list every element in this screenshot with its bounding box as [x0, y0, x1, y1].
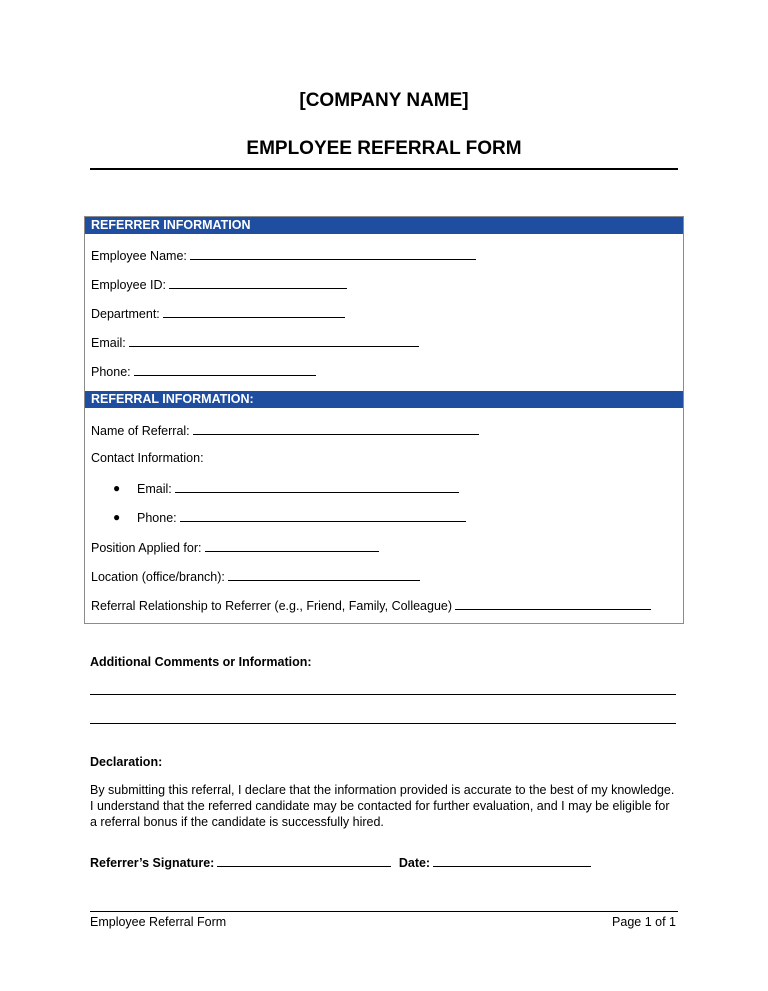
- referral-email-field[interactable]: [175, 480, 459, 493]
- referral-name-field[interactable]: [193, 422, 479, 435]
- declaration-heading: Declaration:: [90, 755, 163, 769]
- signature-field[interactable]: [217, 854, 391, 867]
- phone-label: Phone:: [91, 365, 131, 379]
- location-field[interactable]: [228, 568, 420, 581]
- declaration-line-1: By submitting this referral, I declare that the information provided is accurate to the best of my knowledge.: [90, 783, 675, 797]
- department-label: Department:: [91, 307, 160, 321]
- location-row: [91, 568, 420, 585]
- employee-name-field[interactable]: [190, 247, 476, 260]
- referral-email-row: [137, 480, 459, 497]
- department-row: [91, 305, 345, 322]
- signature-label: Referrer’s Signature:: [90, 856, 215, 870]
- position-field[interactable]: [205, 539, 379, 552]
- email-label: Email:: [91, 336, 126, 350]
- position-label: Position Applied for:: [91, 541, 202, 555]
- relationship-row: [91, 597, 651, 614]
- comments-line-1[interactable]: [90, 694, 676, 695]
- comments-heading: Additional Comments or Information:: [90, 655, 312, 669]
- employee-id-label: Employee ID:: [91, 278, 167, 292]
- position-row: [91, 539, 379, 556]
- department-field[interactable]: [163, 305, 345, 318]
- referral-section-header: REFERRAL INFORMATION:: [85, 391, 683, 408]
- referral-phone-row: [137, 509, 466, 526]
- employee-name-row: [91, 247, 476, 264]
- page-number: Page 1 of 1: [612, 915, 676, 929]
- referral-name-label: Name of Referral:: [91, 424, 190, 438]
- bullet-icon: ●: [113, 510, 121, 524]
- declaration-text: [90, 782, 690, 830]
- referrer-section-header: REFERRER INFORMATION: [85, 217, 683, 234]
- footer-divider: [90, 911, 678, 912]
- signature-row: [90, 854, 591, 871]
- relationship-field[interactable]: [455, 597, 651, 610]
- declaration-line-2: I understand that the referred candidate may be contacted for further evaluation, and I may be eligible for: [90, 799, 670, 813]
- referral-phone-field[interactable]: [180, 509, 466, 522]
- company-name: [COMPANY NAME]: [299, 90, 469, 111]
- footer-title: Employee Referral Form: [90, 915, 227, 929]
- relationship-label: Referral Relationship to Referrer (e.g., Friend, Family, Colleague): [91, 599, 453, 613]
- title-divider: [90, 168, 678, 170]
- employee-id-row: [91, 276, 347, 293]
- comments-line-2[interactable]: [90, 723, 676, 724]
- email-row: [91, 334, 419, 351]
- phone-row: [91, 363, 316, 380]
- date-field[interactable]: [433, 854, 591, 867]
- phone-field[interactable]: [134, 363, 316, 376]
- contact-info-label: Contact Information:: [91, 451, 204, 465]
- referral-phone-label: Phone:: [137, 511, 177, 525]
- bullet-icon: ●: [113, 481, 121, 495]
- referral-email-label: Email:: [137, 482, 172, 496]
- declaration-line-3: a referral bonus if the candidate is successfully hired.: [90, 815, 384, 829]
- form-title: EMPLOYEE REFERRAL FORM: [246, 138, 522, 159]
- employee-name-label: Employee Name:: [91, 249, 187, 263]
- date-label: Date:: [398, 856, 431, 870]
- employee-id-field[interactable]: [169, 276, 347, 289]
- referral-name-row: [91, 422, 479, 439]
- location-label: Location (office/branch):: [91, 570, 225, 584]
- email-field[interactable]: [129, 334, 419, 347]
- form-box: [84, 216, 684, 624]
